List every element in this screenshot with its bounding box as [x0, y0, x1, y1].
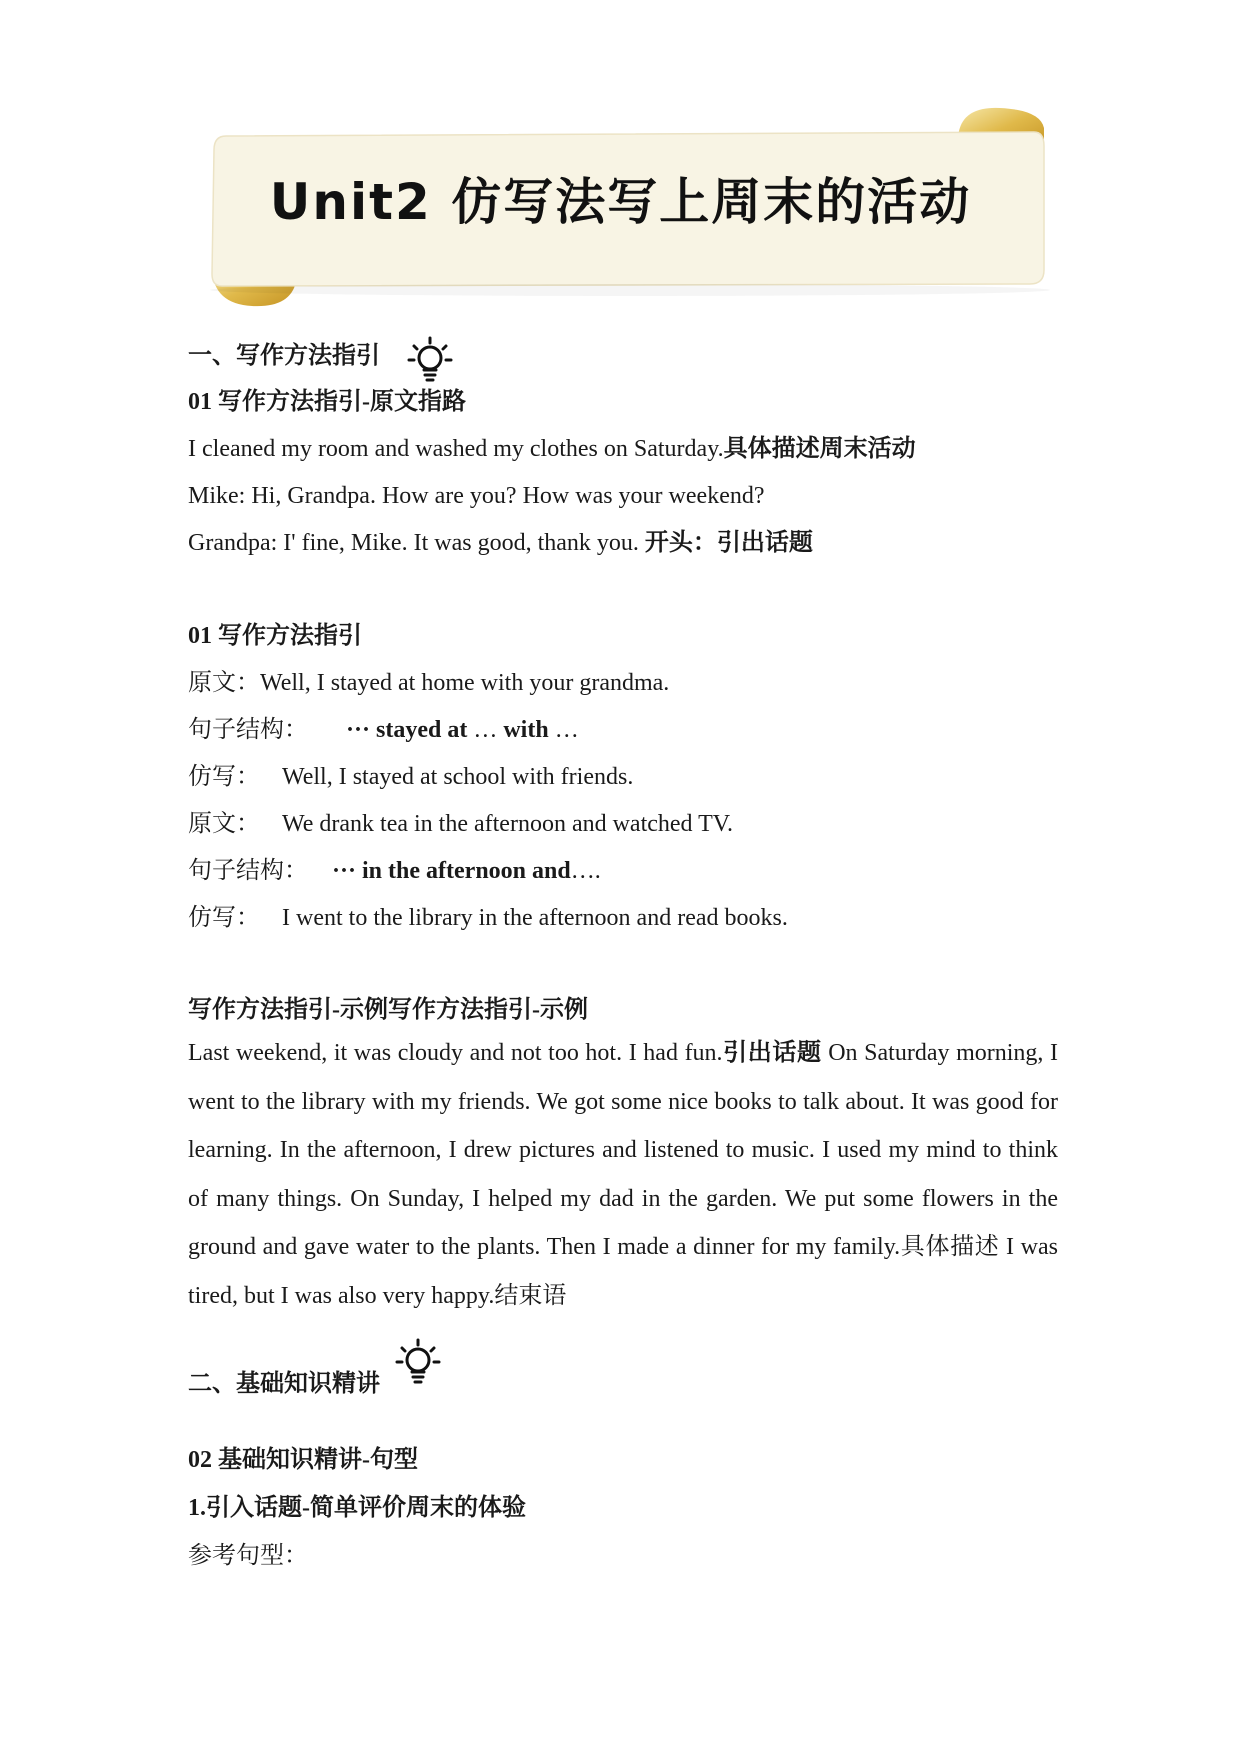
example-paragraph: Last weekend, it was cloudy and not too hot. I had fun.引出话题 On Saturday morning, I went to the library with my friends. We got some nice books to talk about. It was good for learning. In the afternoon, I drew pictures and listened to music. I used my mind to think of many things. On Sunday, I helped my dad in the garden. We put some flowers in the ground and gave water to the plants. Then I made a dinner for my family.具体描述 I was tired, but I was also very happy.结束语 [188, 1040, 1059, 1309]
lightbulb-icon [406, 334, 454, 388]
structure-line-1: 句子结构： ··· stayed at … with … [188, 717, 579, 743]
subheading-example: 写作方法指引-示例写作方法指引-示例 [188, 997, 588, 1023]
example-line-2: Mike: Hi, Grandpa. How are you? How was your weekend? [188, 483, 765, 509]
imitation-sentence-2: 仿写： I went to the library in the afternoon and read books. [188, 905, 788, 931]
original-sentence-2: 原文： We drank tea in the afternoon and watched TV. [188, 811, 734, 837]
section-heading-writing-method: 一、写作方法指引 [188, 343, 380, 369]
original-sentence-1: 原文：Well, I stayed at home with your grandma. [188, 670, 670, 696]
subheading-sentence-patterns: 02 基础知识精讲-句型 [188, 1447, 418, 1473]
example-line-1: I cleaned my room and washed my clothes on Saturday.具体描述周末活动 [188, 436, 916, 462]
section-heading-basic-knowledge: 二、基础知识精讲 [188, 1371, 380, 1397]
reference-sentences-label: 参考句型： [188, 1543, 308, 1569]
structure-line-2: 句子结构： ··· in the afternoon and…. [188, 858, 601, 884]
example-line-3: Grandpa: I' fine, Mike. It was good, thank you. 开头：引出话题 [188, 530, 813, 556]
subheading-introduce-topic: 1.引入话题-简单评价周末的体验 [188, 1495, 526, 1521]
subheading-original-text-guide: 01 写作方法指引-原文指路 [188, 389, 466, 415]
imitation-sentence-1: 仿写： Well, I stayed at school with friends. [188, 764, 634, 790]
lightbulb-icon [394, 1336, 442, 1390]
subheading-writing-method: 01 写作方法指引 [188, 623, 362, 649]
page-title: Unit2 仿写法写上周末的活动 [269, 173, 972, 231]
